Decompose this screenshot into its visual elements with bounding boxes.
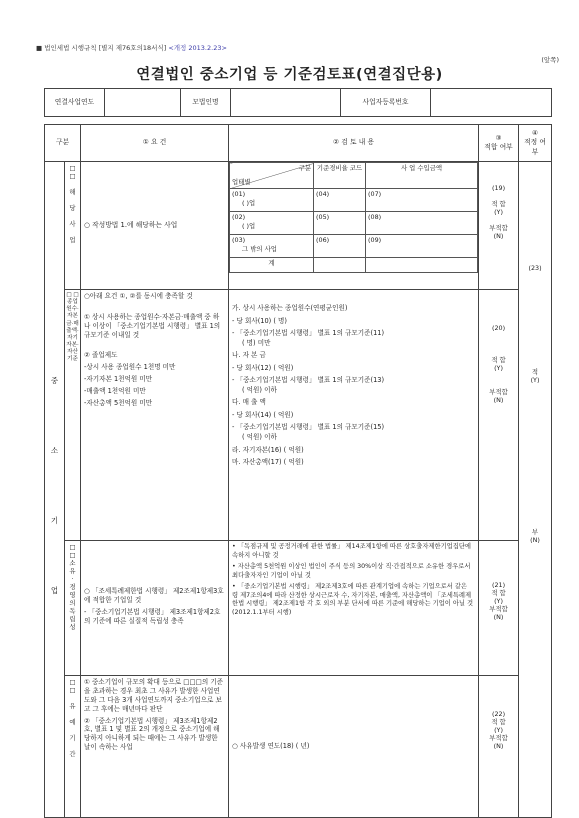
suitability-column[interactable]: (23) 적 (Y) 부 (N) (519, 162, 552, 818)
bullet: ■ (36, 44, 43, 52)
grace-period-review[interactable]: ○ 사유발생 연도(18) ( 년) (229, 676, 479, 818)
total-code[interactable] (314, 258, 366, 273)
code-header: 기준경비율 코드 (314, 163, 366, 189)
independence-fit[interactable]: (21) 적 합 (Y) 부적합 (N) (479, 541, 519, 676)
income-1[interactable]: (07) (366, 189, 478, 212)
bizno-label: 사업자등록번호 (341, 89, 431, 117)
haedang-requirement: ○ 작성방법 1.에 해당하는 사업 (81, 162, 229, 290)
code-2[interactable]: (05) (314, 212, 366, 235)
form-header (36, 44, 227, 53)
independence-label: □ □ 소 유 · 경 영 의 독 립 성 (65, 541, 81, 676)
diag-corner: 구분 업태별 (230, 163, 314, 189)
col-review: ② 검 토 내 용 (229, 125, 479, 162)
col-fit: ③ 적합 여부 (479, 125, 519, 162)
scale-requirement: ○아래 요건 ①, ②를 동시에 충족할 것 ① 상시 사용하는 종업원수·자본금·매출액 중 하나 이상이 「중소기업기본법 시행령」 별표 1의 규모기준 이내일 것 ② 졸업제도 -상시 사용 종업원수 1천명 미만 -자기자본 1천억원 미만 -매출액 1천억원 미만 -자산총액 5천억원 미만 (81, 290, 229, 541)
top-info-table (44, 88, 552, 117)
col-suit: ④ 적정 여부 (519, 125, 552, 162)
scale-label: □ □ 종업원수·자본금·매출액·자기자본·자산기준 (65, 290, 81, 541)
biz-row-3[interactable]: (03) 그 밖의 사업 (230, 235, 314, 258)
scale-fit[interactable]: (20) 적 합 (Y) 부적합 (N) (479, 290, 519, 541)
parent-label: 모법인명 (181, 89, 231, 117)
grace-period-fit[interactable]: (22) 적 합 (Y) 부적합 (N) (479, 676, 519, 818)
scale-review[interactable]: 가. 상시 사용하는 종업원수(연평균인원) - 당 회사(10) ( 명) - 「중소기업기본법 시행령」 별표 1의 규모기준(11) ( 명) 미만 나. 자 본 금 - 당 회사(12) ( 억원) - 「중소기업기본법 시행령」 별표 1의 규모기준(13) ( 억원) 이하 다. 매 출 액 - 당 회사(14) ( 억원) - 「중소기업기본법 시행령」 별표 1의 규모기준(15) ( 억원) 이하 라. 자기자본(16) ( 억원) 마. 자산총액(17) ( 억원) (229, 290, 479, 541)
business-table (229, 162, 478, 273)
income-header: 사 업 수입금액 (366, 163, 478, 189)
parent-field[interactable] (231, 89, 341, 117)
main-table (44, 124, 552, 818)
haedang-label: □ □ 해 당 사 업 (65, 162, 81, 290)
law-reference: 법인세법 시행규칙 [별지 제76호의18서식] (44, 44, 167, 52)
total-label: 계 (230, 258, 314, 273)
page-side: (앞쪽) (541, 56, 559, 64)
code-3[interactable]: (06) (314, 235, 366, 258)
haedang-fit[interactable]: (19) 적 합 (Y) 부적합 (N) (479, 162, 519, 290)
haedang-review (229, 162, 479, 290)
col-category: 구분 (45, 125, 81, 162)
income-2[interactable]: (08) (366, 212, 478, 235)
year-field[interactable] (105, 89, 181, 117)
biz-row-2[interactable]: (02) ( )업 (230, 212, 314, 235)
grace-period-requirement: ① 중소기업이 규모의 확대 등으로 □□□의 기준을 초과하는 경우 최초 그 사유가 발생한 사업연도와 그 다음 3개 사업연도까지 중소기업으로 보고 그 후에는 매년마다 판단 ② 「중소기업기본법 시행령」 제3조제1항제2호, 별표 1 및 별표 2의 개정으로 중소기업에 해당하지 아니하게 되는 때에는 그 사유가 발생한 날이 속하는 사업 (81, 676, 229, 818)
revision-date: <개정 2013.2.23> (168, 44, 227, 52)
bizno-field[interactable] (431, 89, 552, 117)
grace-period-label: □ □ 유 예 기 간 (65, 676, 81, 818)
biz-row-1[interactable]: (01) ( )업 (230, 189, 314, 212)
independence-requirement: ○ 「조세특례제한법 시행령」 제2조제1항제3호에 적합한 기업일 것 - 「중소기업기본법 시행령」 제3조제1항제2호의 기준에 따른 실질적 독립성 충족 (81, 541, 229, 676)
independence-review: • 「독점규제 및 공정거래에 관한 법률」 제14조제1항에 따른 상호출자제한기업집단에 속하지 아니할 것 • 자산총액 5천억원 이상인 법인이 주식 등의 30%이상 직·간접적으로 소유한 경우로서 최다출자자인 기업이 아닐 것 • 「중소기업기본법 시행령」 제2조제3호에 따른 관계기업에 속하는 기업으로서 같은 령 제7조의4에 따라 산정한 상시근로자 수, 자기자본, 매출액, 자산총액이 「조세특례제한법 시행령」 제2조제1항 각 호 외의 부분 단서에 따른 기준에 해당하는 기업이 아닐 것(2012.1.1부터 시행) (229, 541, 479, 676)
sme-section-label: 중 소 기 업 (45, 162, 65, 818)
total-income[interactable] (366, 258, 478, 273)
form-title: 연결법인 중소기업 등 기준검토표(연결집단용) (136, 67, 443, 83)
year-label: 연결사업연도 (45, 89, 105, 117)
code-1[interactable]: (04) (314, 189, 366, 212)
col-requirement: ① 요 건 (81, 125, 229, 162)
income-3[interactable]: (09) (366, 235, 478, 258)
